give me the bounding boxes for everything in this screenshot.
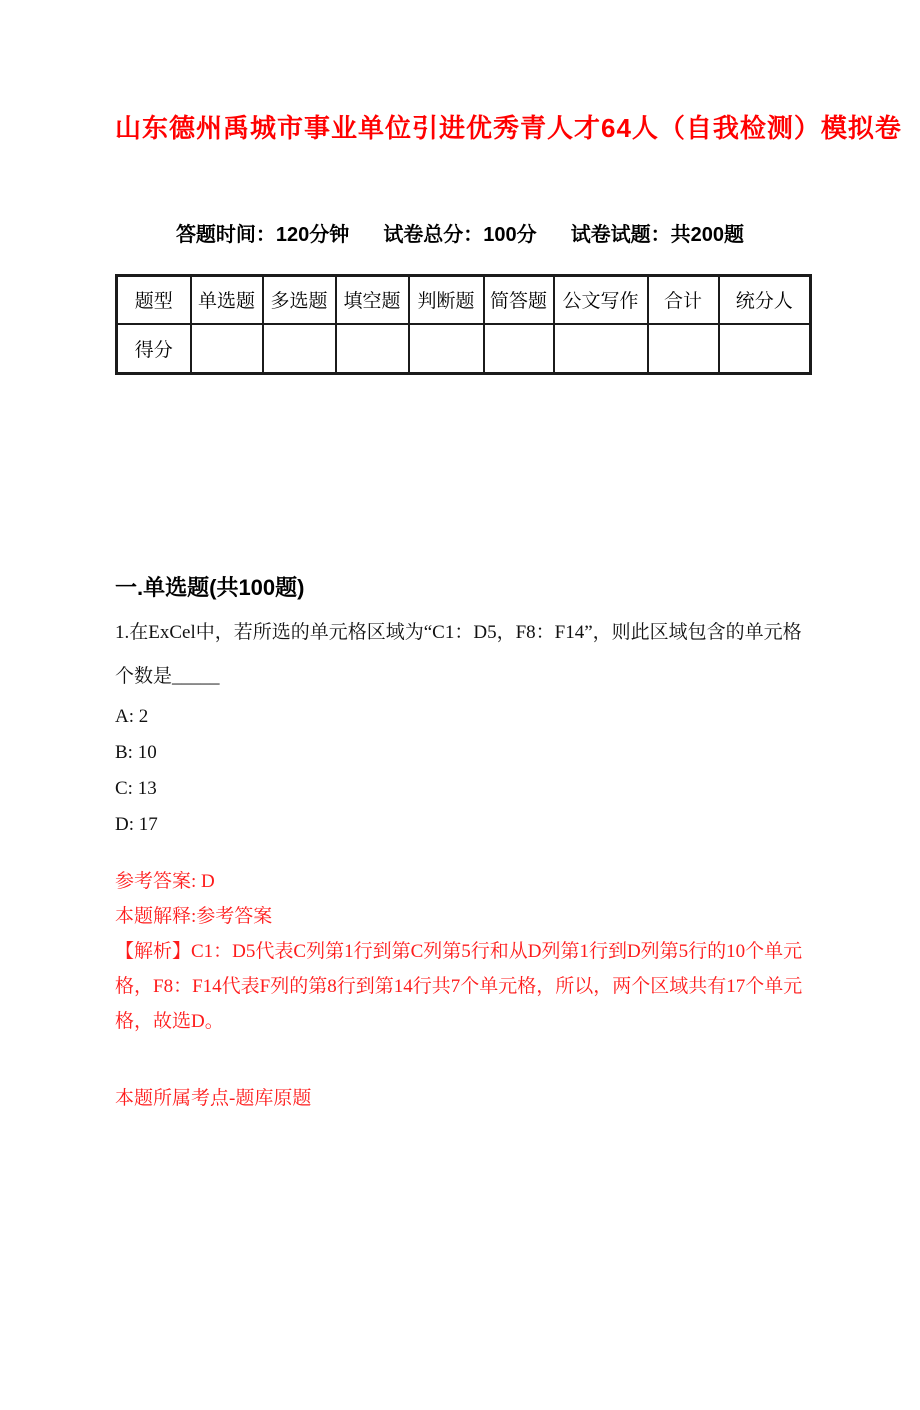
score-table-header-row	[117, 276, 811, 324]
score-row-label: 得分	[117, 324, 191, 374]
score-col-scorer: 统分人	[719, 276, 811, 324]
score-cell-empty	[191, 324, 263, 374]
question-text: 1.在ExCel中，若所选的单元格区域为“C1：D5，F8：F14”，则此区域包含的单元格个数是_____	[115, 622, 802, 687]
explanation-label: 本题解释:参考答案	[115, 906, 273, 927]
score-cell-empty	[336, 324, 409, 374]
score-cell-empty	[409, 324, 484, 374]
option-b: B: 10	[115, 742, 157, 763]
score-cell-empty	[263, 324, 336, 374]
score-col-fill-blank: 填空题	[336, 276, 409, 324]
option-c: C: 13	[115, 778, 157, 799]
reference-answer: 参考答案: D	[115, 871, 215, 892]
score-table	[115, 274, 812, 375]
analysis-text: 【解析】C1：D5代表C列第1行到第C列第5行和从D列第1行到D列第5行的10个单元格，F8：F14代表F列的第8行到第14行共7个单元格，所以，两个区域共有17个单元格，故选D。	[115, 941, 803, 1032]
score-col-question-type: 题型	[117, 276, 191, 324]
score-cell-empty	[484, 324, 554, 374]
answer-block	[115, 864, 805, 1116]
meta-question-count: 试卷试题：共200题	[570, 224, 745, 246]
exam-meta	[115, 220, 805, 250]
meta-total-score: 试卷总分：100分	[383, 224, 537, 246]
document-page	[115, 108, 902, 1116]
score-cell-empty	[648, 324, 719, 374]
score-col-total: 合计	[648, 276, 719, 324]
meta-answer-time: 答题时间：120分钟	[175, 224, 350, 246]
score-col-short-answer: 简答题	[484, 276, 554, 324]
document-title: 山东德州禹城市事业单位引进优秀青人才64人（自我检测）模拟卷	[115, 113, 902, 143]
option-d: D: 17	[115, 814, 158, 835]
source-note: 本题所属考点-题库原题	[115, 1088, 312, 1109]
score-col-single-choice: 单选题	[191, 276, 263, 324]
score-cell-empty	[719, 324, 811, 374]
question-options	[115, 699, 805, 843]
section-heading: 一.单选题(共100题)	[115, 575, 305, 600]
score-col-official-writing: 公文写作	[554, 276, 648, 324]
score-col-true-false: 判断题	[409, 276, 484, 324]
score-cell-empty	[554, 324, 648, 374]
score-col-multi-choice: 多选题	[263, 276, 336, 324]
option-a: A: 2	[115, 706, 149, 727]
score-table-value-row	[117, 324, 811, 374]
